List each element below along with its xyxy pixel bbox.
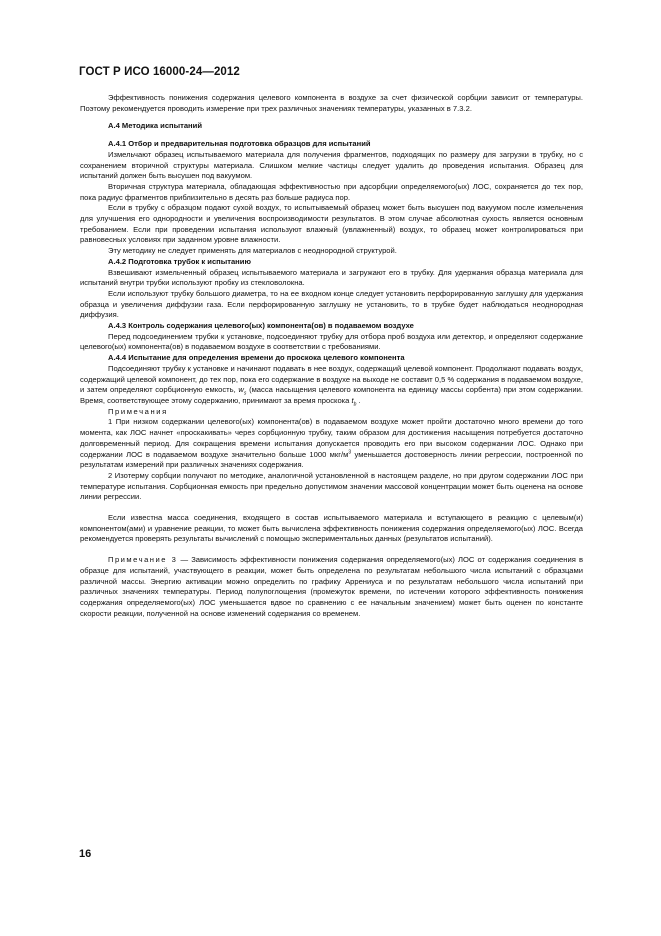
ws-symbol: $w_s$ <box>238 385 247 397</box>
document-header: ГОСТ Р ИСО 16000-24—2012 <box>79 66 240 78</box>
a41-paragraph-1: Измельчают образец испытываемого материала для получения фрагментов, подходящих по размеру для загрузки в трубку, но с сохранением вторичной структуры материала. Слишком мелкие частицы следует удалить до проведения испытания. Образец для испытаний должен быть высушен под вакуумом. <box>80 149 583 181</box>
notes-heading: Примечания <box>108 406 168 416</box>
closing-paragraph: Если известна масса соединения, входящего в состав испытываемого материала и вступающего в реакцию с целевым(и) компонентом(ами) и уравнение реакции, то может быть вычислена эффективность понижения содержания определяемого(ых) ЛОС. Всегда рекомендуется проверять результаты вычислений с помощью экспериментальных данных (результатов испытаний). <box>80 513 583 544</box>
note-1: 1 При низком содержании целевого(ых) компонента(ов) в подаваемом воздухе может пройти достаточно много времени до того момента, как ЛОС начнет «проскакивать» через сорбционную трубку, таким образом для достижения насыщения потребуется достаточно долговременный период. Для сокращения времени испытания допускается проводить его при высоком содержании ЛОС. Однако при содержании ЛОС в подаваемом воздухе значительно больше 1000 мкг/$м^3$ уменьшается достоверность линии регрессии, построенной по результатам измерений при различных значениях содержания. <box>80 417 583 470</box>
a42-paragraph-2: Если используют трубку большого диаметра, то на ее входном конце следует установить перфорированную заглушку для удержания образца и увеличения диффузии газа. Если перфорированную заглушку не установить, то в трубке будет наблюдаться неоднородная диффузия. <box>80 288 583 320</box>
tb-symbol: $t_b$ <box>351 395 357 408</box>
a44-text-part-2: (масса насыщения целевого компонента на единицу массы сорбента) при этом содержании. Время, соответствующее этому содержанию, принимают за время проскока <box>80 385 583 405</box>
section-a4-title: А.4 Методика испытаний <box>108 121 202 131</box>
note-3 <box>80 555 583 619</box>
section-a44-title: А.4.4 Испытание для определения времени до проскока целевого компонента <box>108 353 405 363</box>
section-a42-title: А.4.2 Подготовка трубок к испытанию <box>108 256 251 266</box>
page-number: 16 <box>79 848 92 860</box>
intro-paragraph: Эффективность понижения содержания целевого компонента в воздухе за счет физической сорбции зависит от температуры. Поэтому рекомендуется проводить измерение при трех различных значениях температуры, указанных в 7.3.2. <box>80 93 583 113</box>
a41-paragraph-4: Эту методику не следует применять для материалов с неоднородной структурой. <box>108 246 397 256</box>
a42-paragraph-1: Взвешивают измельченный образец испытываемого материала и загружают его в трубку. Для удержания образца материала для испытаний внутри трубки используют пробку из стекловолокна. <box>80 267 583 288</box>
a41-paragraph-2: Вторичная структура материала, обладающая эффективностью при адсорбции определяемого(ых) ЛОС, сохраняется до тех пор, пока радиус фрагментов приблизительно в десять раз больше радиуса пор. <box>80 181 583 202</box>
document-body <box>80 93 583 619</box>
section-a43-title: А.4.3 Контроль содержания целевого(ых) компонента(ов) в подаваемом воздухе <box>108 321 414 331</box>
a44-text-part-1: Подсоединяют трубку к установке и начинают подавать в нее воздух, содержащий целевой компонент. Продолжают подавать воздух, содержащий целевой компонент, до тех пор, пока его содержание в воздухе на выходе не составит 0,5 % содержания в подаваемом воздухе, и затем определяют сорбционную емкость, <box>80 363 583 395</box>
note-3-text: — Зависимость эффективности понижения содержания определяемого(ых) ЛОС от содержания соединения в образце для испытаний, участвующего в реакции, может быть определена по результатам небольшого числа испытаний с образцами различной массы. Энергию активации можно определить по графику Аррениуса и по результатам небольшого числа испытаний при различных значениях температуры. Период полупоглощения (промежуток времени, по истечении которого эффективность понижения содержания определяемого(ых) ЛОС уменьшается вдвое по сравнению с ее начальным значением) может быть оценен по константе скорости реакции, полученной на основе изменений содержания со временем. <box>80 555 583 618</box>
a41-paragraph-3: Если в трубку с образцом подают сухой воздух, то испытываемый образец может быть высушен под вакуумом после измельчения для улучшения его однородности и увеличения воспроизводимости результатов. В этом случае абсолютная сухость является основным требованием. Если при проведении испытания используют влажный (увлажненный) воздух, то образец может контролироваться при равновесных условиях при заданном уровне влажности. <box>80 203 583 245</box>
a43-paragraph-1: Перед подсоединением трубки к установке, подсоединяют трубку для отбора проб воздуха или детектор, и определяют содержание целевого(ых) компонента(ов) в подаваемом воздухе в соответствии с требованиями. <box>80 331 583 352</box>
section-a41-title: А.4.1 Отбор и предварительная подготовка образцов для испытаний <box>108 139 371 149</box>
note-3-label: Примечание 3 <box>108 555 178 565</box>
note-2: 2 Изотерму сорбции получают по методике, аналогичной установленной в настоящем разделе, но при другом содержании ЛОС при температуре испытания. Сорбционная емкость при предельно допустимом значении массовой концентрации может быть оценена на основе линии регрессии. <box>80 470 583 502</box>
a44-paragraph-1: Подсоединяют трубку к установке и начинают подавать в нее воздух, содержащий целевой компонент. Продолжают подавать воздух, содержащий целевой компонент, до тех пор, пока его содержание в воздухе на выходе не составит 0,5 % содержания в подаваемом воздухе, и затем определяют сорбционную емкость, $w_s$ (масса насыщения целевого компонента на единицу массы сорбента) при этом содержании. Время, соответствующее этому содержанию, принимают за время проскока $t_b$ . <box>80 363 583 408</box>
